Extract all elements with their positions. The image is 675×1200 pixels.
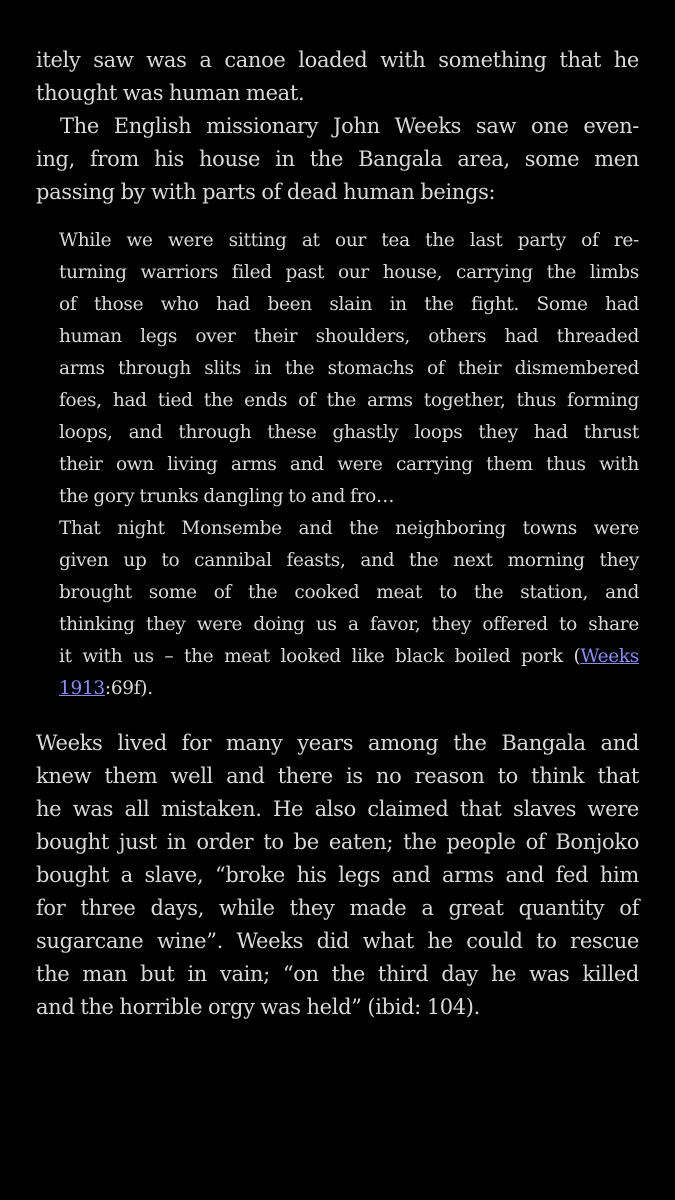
text-line: and the horrible orgy was held” (ibid: 104).	[36, 995, 480, 1019]
quote-line: turning warriors filed past our house, carrying the limbs	[59, 262, 639, 283]
quote-line: thinking they were doing us a favor, they offered to share	[59, 614, 639, 635]
paragraph-continued	[36, 44, 639, 110]
quote-line: That night Monsembe and the neighboring towns were	[59, 518, 639, 539]
text-line: sugarcane wine”. Weeks did what he could to rescue	[36, 929, 639, 953]
text-line: thought was human meat.	[36, 81, 305, 105]
paragraph-weeks-intro	[36, 110, 639, 209]
quote-line: their own living arms and were carrying them thus with	[59, 454, 639, 475]
quote-line: given up to cannibal feasts, and the next morning they	[59, 550, 639, 571]
text-line: ing, from his house in the Bangala area, some men	[36, 147, 639, 171]
document-page	[36, 44, 639, 1024]
quote-paragraph-2	[59, 513, 639, 705]
block-quote	[59, 225, 639, 705]
text-line: bought a slave, “broke his legs and arms and fed him	[36, 863, 639, 887]
text-line: knew them well and there is no reason to think that	[36, 764, 639, 788]
text-line: the man but in vain; “on the third day he was killed	[36, 962, 639, 986]
quote-line: foes, had tied the ends of the arms together, thus forming	[59, 390, 639, 411]
quote-line: of those who had been slain in the fight. Some had	[59, 294, 639, 315]
quote-line: While we were sitting at our tea the last party of re-	[59, 230, 639, 251]
text-line: Weeks lived for many years among the Bangala and	[36, 731, 639, 755]
paragraph-weeks-analysis	[36, 727, 639, 1024]
quote-text: it with us – the meat looked like black boiled pork (	[59, 646, 581, 667]
citation-link-year[interactable]: 1913	[59, 678, 105, 699]
citation-page: :69f).	[104, 678, 153, 699]
quote-line-with-citation	[59, 641, 639, 673]
text-line: for three days, while they made a great quantity of	[36, 896, 639, 920]
text-line: passing by with parts of dead human beings:	[36, 180, 496, 204]
text-line: itely saw was a canoe loaded with something that he	[36, 48, 639, 72]
quote-paragraph-1	[59, 225, 639, 513]
text-line: The English missionary John Weeks saw one even-	[60, 114, 639, 138]
quote-line: the gory trunks dangling to and fro…	[59, 486, 395, 507]
quote-line: human legs over their shoulders, others had threaded	[59, 326, 639, 347]
quote-line: arms through slits in the stomachs of their dismembered	[59, 358, 639, 379]
citation-link-author[interactable]: Weeks	[580, 646, 639, 667]
quote-line: brought some of the cooked meat to the station, and	[59, 582, 639, 603]
quote-line-with-citation	[59, 673, 639, 705]
quote-line: loops, and through these ghastly loops they had thrust	[59, 422, 639, 443]
text-line: bought just in order to be eaten; the people of Bonjoko	[36, 830, 639, 854]
text-line: he was all mistaken. He also claimed that slaves were	[36, 797, 639, 821]
